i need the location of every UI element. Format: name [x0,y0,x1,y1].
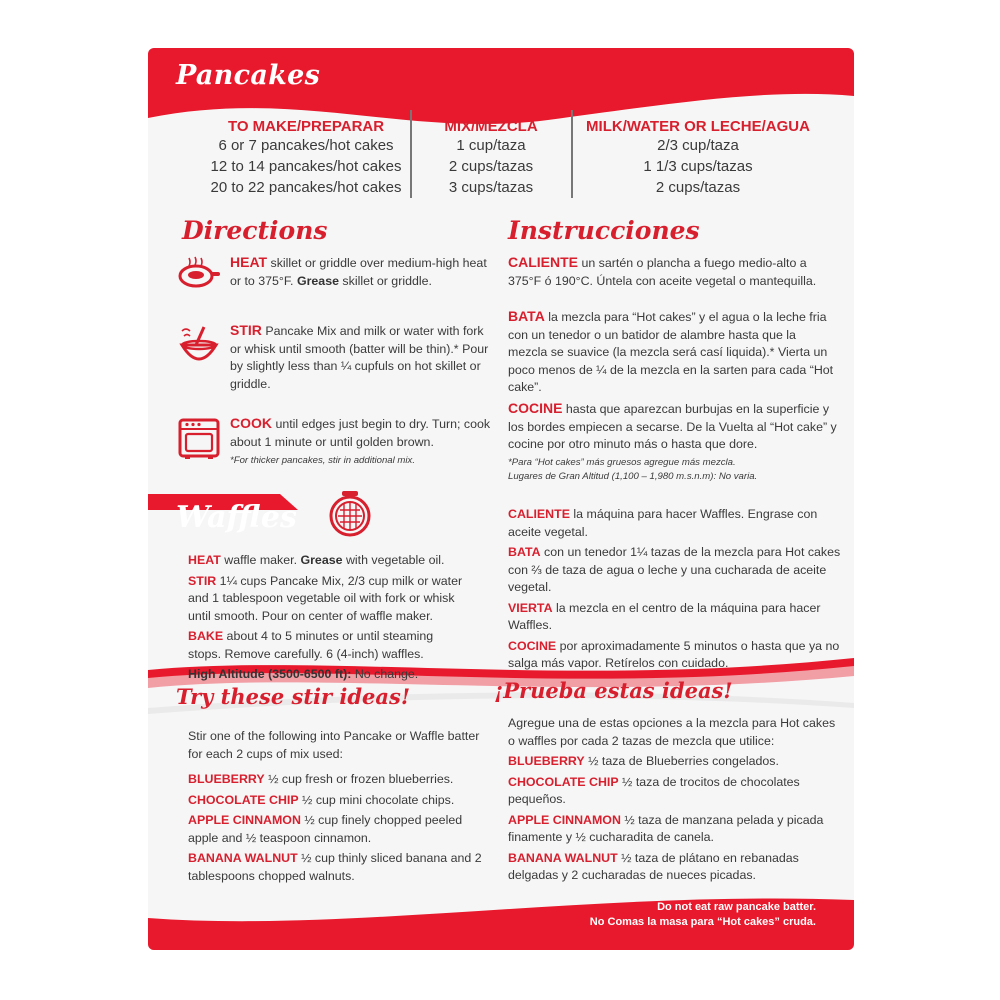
prueba-ideas-title: ¡Prueba estas ideas! [494,678,733,703]
prep-cell: 12 to 14 pancakes/hot cakes [210,158,402,175]
prep-cell: 2/3 cup/taza [657,137,739,154]
idea-text: ½ taza de trocitos de chocolates pequeños. [508,774,800,806]
step-keyword: COOK [230,415,272,431]
raw-batter-warning [528,900,816,929]
waffle-step-bake [188,628,463,663]
idea-keyword: CHOCOLATE CHIP [508,774,619,789]
step-text: la mezcla en el centro de la máquina para hacer Waffles. [508,600,821,632]
warning-spanish: No Comas la masa para “Hot cakes” cruda. [589,915,816,928]
skillet-icon [178,254,220,294]
idea-keyword: BANANA WALNUT [188,851,298,865]
step-keyword: CALIENTE [508,507,570,521]
prep-cell: 3 cups/tazas [448,179,534,196]
idea-text: ½ cup fresh or frozen blueberries. [264,772,454,786]
stir-idea-item [188,850,488,885]
waffle-step-stir [188,573,463,626]
prep-cell: 1 cup/taza [456,137,526,154]
idea-keyword: BANANA WALNUT [508,850,618,865]
stir-ideas-intro: Stir one of the following into Pancake or Waffle batter for each 2 cups of mix used: [188,729,480,761]
idea-text: ½ taza de manzana pelada y picada finamente y ½ cucharadita de canela. [508,812,824,844]
table-divider [571,110,573,198]
idea-text: ½ taza de plátano en rebanadas delgadas y 2 cucharadas de nueces picadas. [508,850,799,882]
prep-column-mix [416,118,566,198]
step-keyword: COCINE [508,638,557,653]
prep-heading: MILK/WATER OR LECHE/AGUA [586,118,810,135]
prep-heading: TO MAKE/PREPARAR [227,118,385,135]
idea-text: ½ cup mini chocolate chips. [298,792,455,807]
idea-keyword: BLUEBERRY [188,772,265,786]
idea-text: ½ cup finely chopped peeled apple and ½ teaspoon cinnamon. [188,813,463,845]
direction-step-stir [230,322,495,393]
waffles-instrucciones [508,506,843,676]
stir-idea-item [188,771,488,789]
waffles-title: Waffles [176,500,297,535]
idea-keyword: BLUEBERRY [508,754,585,768]
step-text: skillet or griddle. [338,273,432,288]
step-bold-text: Grease [300,553,343,567]
package-back-panel [148,48,854,950]
idea-keyword: APPLE CINNAMON [508,812,621,827]
table-divider [410,110,412,198]
prueba-idea-item [508,753,838,771]
waffle-iron-icon [326,490,374,538]
step-text: skillet or griddle over medium-high heat or to 375°F. [230,256,487,288]
prep-cell: 20 to 22 pancakes/hot cakes [210,179,402,196]
waffle-paso [508,544,843,597]
step-bold-text: Grease [296,273,339,288]
instruccion-step-bata [508,308,838,397]
step-keyword: BATA [508,545,541,559]
step-text: con un tenedor 1¼ tazas de la mezcla para Hot cakes con ⅔ de taza de agua o leche y una cucharada de aceite vegetal. [508,545,841,594]
step-text: waffle maker. [220,553,301,567]
step-keyword: CALIENTE [508,254,578,270]
step-text: por aproximadamente 5 minutos o hasta que ya no salga más vapor. Retírelos con cuidado. [508,638,840,670]
step-keyword: STIR [188,573,217,588]
prep-heading: MIX/MEZCLA [444,118,538,135]
stir-ideas-list [188,728,488,888]
mixing-bowl-icon [178,323,220,371]
prep-cell: 1 1/3 cups/tazas [643,158,753,175]
waffles-instructions [188,552,463,687]
step-keyword: HEAT [230,254,268,270]
prep-cell: 2 cups/tazas [448,158,534,175]
step-text: la mezcla para “Hot cakes” y el agua o la leche fria con un tenedor o un batidor de alambre hasta que la mezcla se suavice (la mezcla será casí liquida).* Vierta un poco menos de ¼ de la mezcla en la sarten para cada “Hot cake”. [508,310,834,394]
instrucciones-title: Instrucciones [508,216,700,245]
stir-idea-item [188,792,488,810]
step-keyword: STIR [230,322,262,338]
footnote-line: *Para “Hot cakes” más gruesos agregue más mezcla. [508,457,736,468]
step-keyword: HEAT [188,553,221,567]
step-keyword: VIERTA [508,600,553,615]
waffle-paso [508,600,843,635]
waffle-paso [508,638,843,673]
step-keyword: BAKE [188,629,224,643]
stir-ideas-title: Try these stir ideas! [176,684,411,709]
step-text: with vegetable oil. [342,553,445,567]
directions-title: Directions [182,216,328,245]
prep-column-milk [578,118,818,198]
step-text: 1¼ cups Pancake Mix, 2/3 cup milk or water and 1 tablespoon vegetable oil with fork or whisk until smooth. Pour on center of waffle maker. [188,573,463,623]
warning-english: Do not eat raw pancake batter. [657,901,816,913]
footnote-line: Lugares de Gran Altitud (1,100 – 1,980 m.s.n.m): No varia. [508,470,758,482]
idea-text: ½ cup thinly sliced banana and 2 tablespoons chopped walnuts. [188,851,482,883]
prep-cell: 2 cups/tazas [655,179,741,196]
direction-step-heat [230,254,495,290]
step-text: la máquina para hacer Waffles. Engrase con aceite vegetal. [508,507,818,539]
direction-step-cook [230,415,495,451]
altitude-label: High Altitude (3500-6500 ft): [188,667,352,681]
idea-keyword: CHOCOLATE CHIP [188,792,299,807]
step-text: hasta que aparezcan burbujas en la superficie y los bordes empiecen a secarse. De la Vuelta al “Hot cake” y cocine por otro minuto más o hasta que dore. [508,402,837,451]
instruccion-step-caliente [508,254,838,290]
altitude-text: No change. [351,667,419,681]
prueba-idea-item [508,850,838,885]
waffle-paso [508,506,843,541]
prueba-idea-item [508,812,838,847]
prueba-ideas-intro: Agregue una de estas opciones a la mezcla para Hot cakes o waffles por cada 2 tazas de mezcla que utilice: [508,716,836,748]
step-keyword: COCINE [508,400,563,416]
stir-idea-item [188,812,488,847]
step-text: Pancake Mix and milk or water with fork or whisk until smooth (batter will be thin).* Pour by slightly less than ¼ cupfuls on hot skillet or griddle. [230,324,489,391]
prep-column-to-make [206,118,406,198]
pancakes-title: Pancakes [176,60,321,91]
instruccion-step-cocine [508,400,838,454]
prep-cell: 6 or 7 pancakes/hot cakes [218,137,394,154]
waffle-altitude [188,666,463,684]
prueba-idea-item [508,774,838,809]
idea-text: ½ taza de Blueberries congelados. [584,754,779,768]
prueba-ideas-list [508,715,838,888]
instrucciones-footnote [508,456,838,483]
step-text: un sartén o plancha a fuego medio-alto a 375°F ó 190°C. Úntela con aceite vegetal o mantequilla. [508,256,817,288]
waffle-step-heat [188,552,463,570]
step-keyword: BATA [508,308,545,324]
idea-keyword: APPLE CINNAMON [188,813,301,827]
step-text: until edges just begin to dry. Turn; cook about 1 minute or until golden brown. [230,417,491,449]
oven-icon [178,418,220,460]
directions-footnote: *For thicker pancakes, stir in additional mix. [230,455,416,466]
step-text: about 4 to 5 minutes or until steaming stops. Remove carefully. 6 (4-inch) waffles. [188,629,434,661]
